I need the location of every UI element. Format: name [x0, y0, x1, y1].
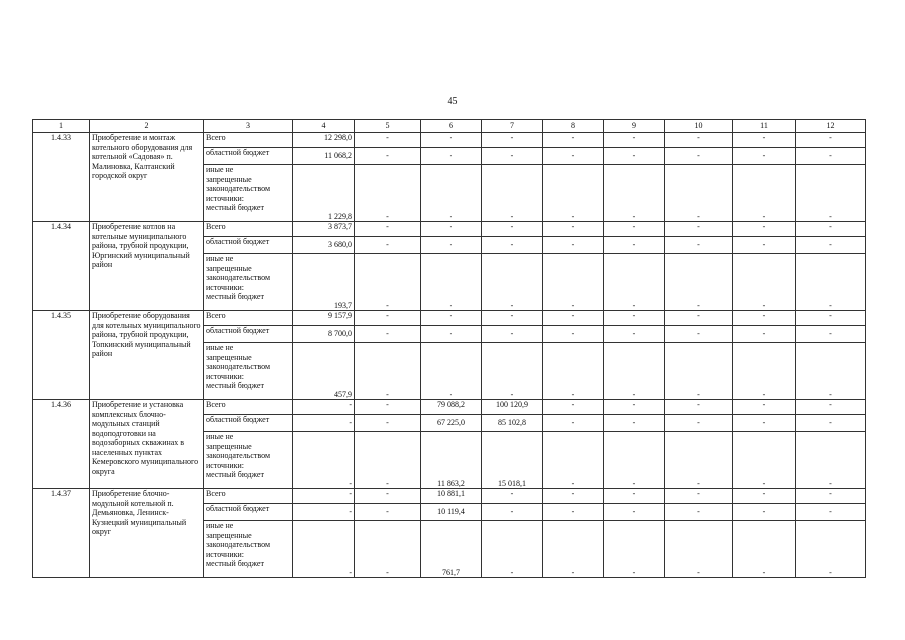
source-other-line: законодательством — [206, 451, 271, 460]
source-total: Всего — [204, 133, 293, 148]
source-other — [204, 343, 293, 400]
value-cell: - — [543, 148, 604, 165]
value-cell: - — [665, 254, 733, 311]
source-regional: областной бюджет — [204, 504, 293, 521]
row-name: Приобретение котлов на котельные муниципального района, трубной продукции, Юргинский муниципальный район — [90, 222, 204, 311]
value-cell: - — [604, 504, 665, 521]
page-number: 45 — [447, 96, 458, 107]
value-cell: - — [355, 343, 421, 400]
source-other-line: иные не — [206, 254, 234, 263]
value-cell: - — [543, 237, 604, 254]
value-cell: - — [733, 521, 796, 578]
value-cell: - — [543, 311, 604, 326]
value-cell: - — [796, 165, 866, 222]
value-cell: - — [421, 343, 482, 400]
value-cell: - — [543, 326, 604, 343]
source-total: Всего — [204, 311, 293, 326]
source-regional: областной бюджет — [204, 415, 293, 432]
value-cell: - — [604, 148, 665, 165]
source-other-line: источники: — [206, 460, 244, 470]
row-name: Приобретение и установка комплексных блочно-модульных станций водоподготовки на водозаборных скважинах в населенных пунктах Кемеровского муниципального округа — [90, 400, 204, 489]
value-cell: - — [796, 148, 866, 165]
header-cell: 3 — [204, 120, 293, 133]
value-cell: 9 157,9 — [293, 311, 355, 326]
value-cell: - — [665, 311, 733, 326]
value-cell: - — [482, 343, 543, 400]
source-other-line: законодательством — [206, 184, 271, 193]
value-cell: - — [355, 400, 421, 415]
value-cell: - — [543, 521, 604, 578]
value-cell: - — [421, 222, 482, 237]
value-cell: - — [293, 432, 355, 489]
value-cell: 67 225,0 — [421, 415, 482, 432]
value-cell: - — [796, 311, 866, 326]
value-cell: - — [733, 254, 796, 311]
table-row — [33, 311, 866, 326]
value-cell: - — [665, 415, 733, 432]
source-other-line: законодательством — [206, 273, 271, 282]
value-cell: - — [665, 343, 733, 400]
value-cell: - — [355, 148, 421, 165]
value-cell: - — [604, 489, 665, 504]
source-other-line: источники: — [206, 282, 244, 292]
value-cell: - — [665, 326, 733, 343]
value-cell: - — [796, 415, 866, 432]
value-cell: 10 119,4 — [421, 504, 482, 521]
value-cell: - — [665, 489, 733, 504]
value-cell: - — [482, 165, 543, 222]
header-row — [33, 120, 866, 133]
value-cell: - — [604, 133, 665, 148]
value-cell: - — [733, 415, 796, 432]
value-cell: - — [355, 165, 421, 222]
value-cell: - — [421, 133, 482, 148]
value-cell: - — [421, 254, 482, 311]
row-code: 1.4.37 — [33, 489, 90, 578]
source-other-line: иные не — [206, 343, 234, 352]
value-cell: - — [733, 343, 796, 400]
value-cell: 100 120,9 — [482, 400, 543, 415]
source-other-line: источники: — [206, 549, 244, 559]
row-code: 1.4.33 — [33, 133, 90, 222]
value-cell: - — [604, 222, 665, 237]
row-code: 1.4.35 — [33, 311, 90, 400]
value-cell: - — [355, 415, 421, 432]
value-cell: - — [355, 504, 421, 521]
source-other-line: законодательством — [206, 362, 271, 371]
value-cell: - — [293, 400, 355, 415]
header-cell: 10 — [665, 120, 733, 133]
value-cell: - — [482, 311, 543, 326]
source-regional: областной бюджет — [204, 237, 293, 254]
table-row — [33, 133, 866, 148]
value-cell: - — [733, 326, 796, 343]
value-cell: 79 088,2 — [421, 400, 482, 415]
value-cell: - — [733, 504, 796, 521]
value-cell: - — [543, 415, 604, 432]
source-total: Всего — [204, 222, 293, 237]
value-cell: - — [293, 504, 355, 521]
value-cell: 8 700,0 — [293, 326, 355, 343]
value-cell: - — [796, 133, 866, 148]
value-cell: 10 881,1 — [421, 489, 482, 504]
value-cell: - — [604, 521, 665, 578]
value-cell: - — [543, 165, 604, 222]
value-cell: - — [543, 504, 604, 521]
value-cell: - — [733, 165, 796, 222]
value-cell: - — [482, 148, 543, 165]
value-cell: - — [482, 133, 543, 148]
table-row — [33, 222, 866, 237]
value-cell: - — [733, 148, 796, 165]
value-cell: - — [355, 432, 421, 489]
value-cell: - — [421, 165, 482, 222]
value-cell: - — [604, 254, 665, 311]
header-cell: 4 — [293, 120, 355, 133]
table-row — [33, 489, 866, 504]
value-cell: - — [604, 311, 665, 326]
source-other — [204, 165, 293, 222]
value-cell: - — [796, 254, 866, 311]
source-other — [204, 521, 293, 578]
value-cell: 1 229,8 — [293, 165, 355, 222]
value-cell: - — [733, 489, 796, 504]
value-cell: - — [665, 432, 733, 489]
row-code: 1.4.34 — [33, 222, 90, 311]
value-cell: 85 102,8 — [482, 415, 543, 432]
value-cell: - — [293, 521, 355, 578]
value-cell: - — [604, 237, 665, 254]
source-other-line: источники: — [206, 193, 244, 203]
header-cell: 2 — [90, 120, 204, 133]
value-cell: - — [796, 432, 866, 489]
value-cell: - — [604, 343, 665, 400]
value-cell: - — [293, 415, 355, 432]
value-cell: - — [482, 504, 543, 521]
header-cell: 7 — [482, 120, 543, 133]
header-cell: 1 — [33, 120, 90, 133]
header-cell: 8 — [543, 120, 604, 133]
header-cell: 9 — [604, 120, 665, 133]
header-cell: 6 — [421, 120, 482, 133]
value-cell: - — [665, 521, 733, 578]
value-cell: - — [355, 237, 421, 254]
value-cell: - — [733, 311, 796, 326]
value-cell: - — [796, 237, 866, 254]
value-cell: - — [796, 521, 866, 578]
value-cell: 11 068,2 — [293, 148, 355, 165]
source-other-line: запрещенные — [206, 530, 252, 540]
value-cell: - — [604, 415, 665, 432]
source-other-line: местный бюджет — [206, 292, 264, 301]
value-cell: - — [482, 237, 543, 254]
value-cell: - — [293, 489, 355, 504]
source-regional: областной бюджет — [204, 148, 293, 165]
source-other-line: законодательством — [206, 540, 271, 549]
value-cell: - — [604, 165, 665, 222]
source-other-line: иные не — [206, 521, 234, 530]
source-other-line: запрещенные — [206, 352, 252, 362]
value-cell: 15 018,1 — [482, 432, 543, 489]
value-cell: - — [796, 343, 866, 400]
value-cell: - — [733, 432, 796, 489]
value-cell: - — [482, 222, 543, 237]
value-cell: - — [355, 254, 421, 311]
value-cell: - — [543, 343, 604, 400]
row-name: Приобретение и монтаж котельного оборудования для котельной «Садовая» п. Малиновка, Калтанский городской округ — [90, 133, 204, 222]
source-other-line: местный бюджет — [206, 381, 264, 390]
row-code: 1.4.36 — [33, 400, 90, 489]
value-cell: - — [665, 400, 733, 415]
value-cell: 761,7 — [421, 521, 482, 578]
value-cell: - — [665, 148, 733, 165]
value-cell: - — [355, 326, 421, 343]
value-cell: - — [796, 489, 866, 504]
value-cell: - — [421, 148, 482, 165]
source-other-line: местный бюджет — [206, 203, 264, 212]
value-cell: - — [604, 400, 665, 415]
value-cell: - — [543, 432, 604, 489]
value-cell: 3 680,0 — [293, 237, 355, 254]
value-cell: - — [421, 326, 482, 343]
value-cell: - — [355, 133, 421, 148]
value-cell: - — [543, 222, 604, 237]
source-other-line: иные не — [206, 165, 234, 174]
source-other-line: местный бюджет — [206, 470, 264, 479]
value-cell: 11 863,2 — [421, 432, 482, 489]
value-cell: - — [733, 133, 796, 148]
value-cell: 12 298,0 — [293, 133, 355, 148]
value-cell: - — [796, 222, 866, 237]
header-cell: 12 — [796, 120, 866, 133]
value-cell: - — [796, 326, 866, 343]
value-cell: - — [733, 237, 796, 254]
row-name: Приобретение блочно-модульной котельной п. Демьяновка, Ленинск-Кузнецкий муниципальный округ — [90, 489, 204, 578]
value-cell: - — [355, 222, 421, 237]
source-other-line: запрещенные — [206, 263, 252, 273]
value-cell: - — [665, 237, 733, 254]
value-cell: 193,7 — [293, 254, 355, 311]
value-cell: 457,9 — [293, 343, 355, 400]
value-cell: - — [733, 400, 796, 415]
source-other-line: запрещенные — [206, 441, 252, 451]
value-cell: - — [543, 254, 604, 311]
source-other-line: запрещенные — [206, 174, 252, 184]
value-cell: - — [543, 400, 604, 415]
value-cell: - — [543, 133, 604, 148]
value-cell: - — [604, 432, 665, 489]
source-other-line: иные не — [206, 432, 234, 441]
table-row — [33, 400, 866, 415]
value-cell: - — [604, 326, 665, 343]
value-cell: - — [665, 133, 733, 148]
source-total: Всего — [204, 489, 293, 504]
value-cell: - — [355, 521, 421, 578]
value-cell: - — [482, 521, 543, 578]
value-cell: - — [665, 504, 733, 521]
source-total: Всего — [204, 400, 293, 415]
value-cell: - — [665, 165, 733, 222]
source-regional: областной бюджет — [204, 326, 293, 343]
value-cell: - — [482, 489, 543, 504]
value-cell: - — [796, 504, 866, 521]
source-other — [204, 432, 293, 489]
value-cell: - — [482, 326, 543, 343]
value-cell: - — [665, 222, 733, 237]
value-cell: - — [482, 254, 543, 311]
value-cell: - — [421, 311, 482, 326]
source-other-line: местный бюджет — [206, 559, 264, 568]
budget-table — [32, 119, 866, 578]
value-cell: - — [355, 489, 421, 504]
value-cell: - — [421, 237, 482, 254]
value-cell: - — [733, 222, 796, 237]
row-name: Приобретение оборудования для котельных муниципального района, трубной продукции, Топкинский муниципальный район — [90, 311, 204, 400]
source-other — [204, 254, 293, 311]
value-cell: - — [355, 311, 421, 326]
source-other-line: источники: — [206, 371, 244, 381]
value-cell: - — [796, 400, 866, 415]
header-cell: 11 — [733, 120, 796, 133]
header-cell: 5 — [355, 120, 421, 133]
value-cell: 3 873,7 — [293, 222, 355, 237]
value-cell: - — [543, 489, 604, 504]
